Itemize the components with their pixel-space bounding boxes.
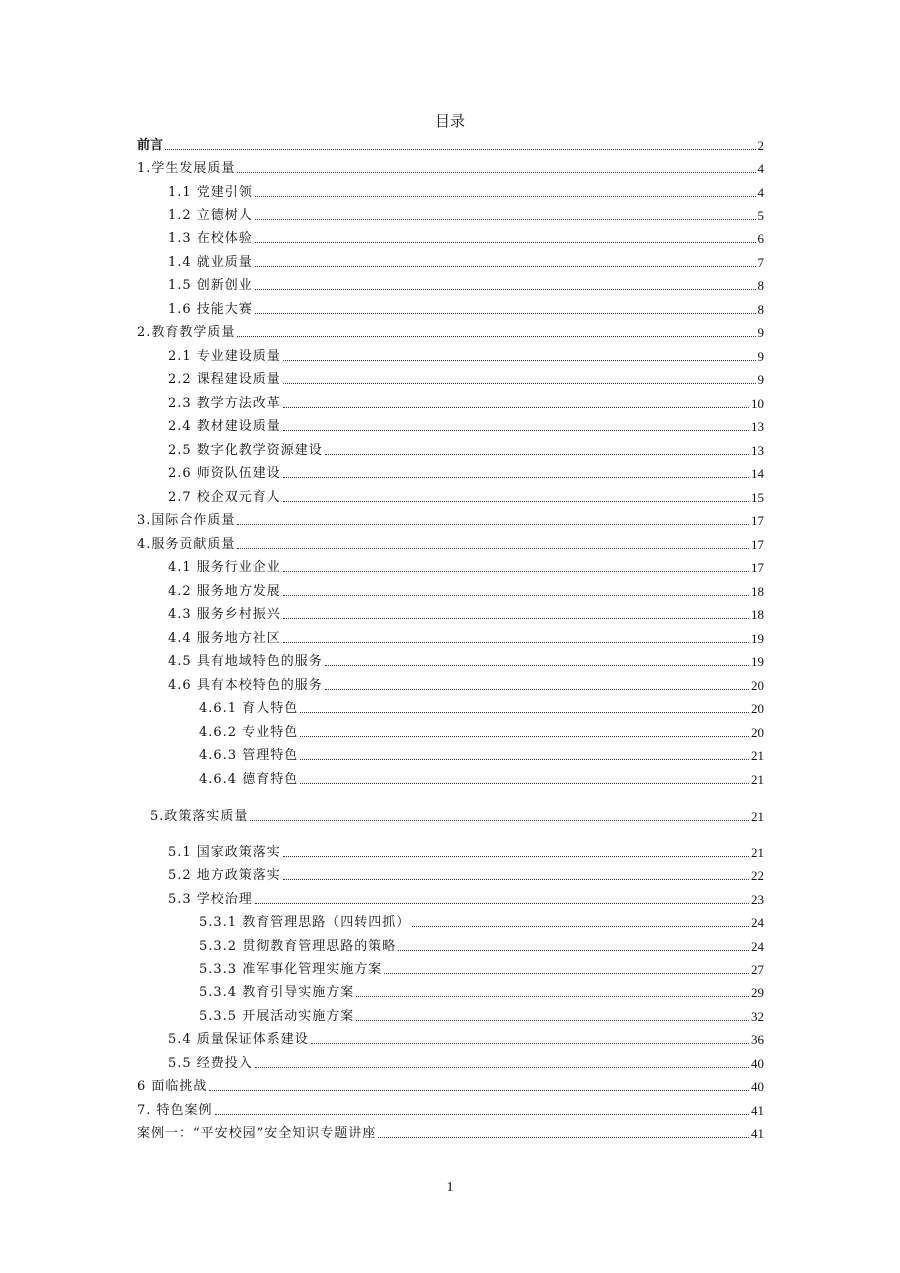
toc-entry-label: 4.6.3 管理特色 <box>199 748 299 763</box>
toc-entry-label: 4.4 服务地方社区 <box>168 631 281 646</box>
toc-title: 目录 <box>434 112 465 130</box>
toc-entry-label: 5.2 地方政策落实 <box>168 868 281 883</box>
toc-entry[interactable] <box>137 1122 764 1142</box>
toc-dot-leader <box>283 617 749 619</box>
toc-dot-leader <box>250 819 749 821</box>
toc-entry-page: 20 <box>751 678 764 693</box>
toc-entry-page: 15 <box>751 490 764 505</box>
toc-entry-page: 9 <box>757 372 764 387</box>
toc-entry[interactable] <box>137 509 764 529</box>
toc-entry-label: 7. 特色案例 <box>137 1103 213 1118</box>
toc-entry-label: 4.6.2 专业特色 <box>199 725 299 740</box>
toc-entry-label: 4.1 服务行业企业 <box>168 560 281 575</box>
toc-entry-page: 24 <box>751 915 764 930</box>
toc-entry-label: 5.3 学校治理 <box>168 892 253 907</box>
toc-entry[interactable] <box>137 533 764 553</box>
toc-dot-leader <box>283 594 749 596</box>
toc-entry-label: 2.6 师资队伍建设 <box>168 466 281 481</box>
toc-entry-page: 41 <box>751 1126 764 1141</box>
toc-entry-page: 17 <box>751 513 764 528</box>
toc-entry[interactable] <box>168 864 764 884</box>
toc-entry-page: 17 <box>751 560 764 575</box>
toc-dot-leader <box>255 288 756 290</box>
toc-entry[interactable] <box>168 580 764 600</box>
toc-entry-page: 40 <box>751 1056 764 1071</box>
toc-entry-page: 27 <box>751 962 764 977</box>
toc-dot-leader <box>325 688 749 690</box>
toc-dot-leader <box>255 902 749 904</box>
toc-entry-label: 4.6.4 德育特色 <box>199 772 299 787</box>
toc-entry[interactable] <box>137 1099 764 1119</box>
toc-dot-leader <box>378 1136 749 1138</box>
toc-entry[interactable] <box>199 1005 764 1025</box>
toc-entry[interactable] <box>168 204 764 224</box>
toc-dot-leader <box>237 171 755 173</box>
toc-entry-page: 18 <box>751 584 764 599</box>
toc-entry[interactable] <box>137 1075 764 1095</box>
toc-entry[interactable] <box>168 1028 764 1048</box>
toc-entry-label: 1.5 创新创业 <box>168 278 253 293</box>
toc-entry-label: 前言 <box>137 138 164 153</box>
toc-entry[interactable] <box>168 181 764 201</box>
toc-entry-label: 4.5 具有地域特色的服务 <box>168 654 323 669</box>
toc-entry-label: 4.6 具有本校特色的服务 <box>168 678 323 693</box>
toc-entry[interactable] <box>150 805 764 825</box>
toc-dot-leader <box>255 1066 749 1068</box>
toc-entry-page: 21 <box>751 845 764 860</box>
toc-entry[interactable] <box>168 627 764 647</box>
toc-dot-leader <box>165 148 755 150</box>
toc-entry[interactable] <box>168 368 764 388</box>
toc-entry-label: 1.3 在校体验 <box>168 231 253 246</box>
toc-entry[interactable] <box>199 744 764 764</box>
toc-entry[interactable] <box>168 345 764 365</box>
toc-dot-leader <box>255 312 756 314</box>
toc-entry-page: 41 <box>751 1103 764 1118</box>
toc-dot-leader <box>255 195 756 197</box>
toc-entry-label: 5.5 经费投入 <box>168 1056 253 1071</box>
toc-entry-page: 24 <box>751 939 764 954</box>
toc-entry-page: 17 <box>751 537 764 552</box>
toc-entry-page: 32 <box>751 1009 764 1024</box>
toc-entry-label: 1.学生发展质量 <box>137 161 236 176</box>
toc-entry[interactable] <box>168 888 764 908</box>
toc-entry-label: 2.3 教学方法改革 <box>168 396 281 411</box>
toc-entry-page: 10 <box>751 396 764 411</box>
toc-entry-label: 6 面临挑战 <box>137 1079 208 1094</box>
toc-dot-leader <box>283 406 749 408</box>
toc-dot-leader <box>283 382 756 384</box>
toc-entry[interactable] <box>199 935 764 955</box>
toc-dot-leader <box>283 641 749 643</box>
toc-entry-page: 19 <box>751 631 764 646</box>
toc-entry-label: 1.4 就业质量 <box>168 255 253 270</box>
toc-entry[interactable] <box>199 981 764 1001</box>
toc-entry-label: 2.1 专业建设质量 <box>168 349 281 364</box>
toc-entry[interactable] <box>168 392 764 412</box>
toc-entry-page: 2 <box>757 138 764 153</box>
toc-entry[interactable] <box>168 486 764 506</box>
toc-entry-page: 21 <box>751 809 764 824</box>
toc-dot-leader <box>237 335 755 337</box>
toc-dot-leader <box>237 523 749 525</box>
toc-entry-label: 5.3.5 开展活动实施方案 <box>199 1009 355 1024</box>
toc-entry-label: 5.政策落实质量 <box>150 809 249 824</box>
toc-entry-page: 13 <box>751 443 764 458</box>
toc-dot-leader <box>255 265 756 267</box>
toc-entry-page: 18 <box>751 607 764 622</box>
toc-entry[interactable] <box>168 650 764 670</box>
toc-entry-label: 案例一：“平安校园”安全知识专题讲座 <box>137 1126 377 1141</box>
toc-entry-page: 8 <box>757 302 764 317</box>
toc-entry[interactable] <box>168 556 764 576</box>
toc-entry-page: 6 <box>757 231 764 246</box>
toc-entry-label: 1.1 党建引领 <box>168 185 253 200</box>
toc-entry[interactable] <box>199 721 764 741</box>
toc-entry-label: 2.7 校企双元育人 <box>168 490 281 505</box>
toc-dot-leader <box>283 476 749 478</box>
toc-entry-label: 5.3.3 准军事化管理实施方案 <box>199 962 383 977</box>
toc-entry-page: 7 <box>757 255 764 270</box>
toc-entry-label: 4.2 服务地方发展 <box>168 584 281 599</box>
toc-entry[interactable] <box>168 439 764 459</box>
toc-entry[interactable] <box>168 462 764 482</box>
toc-dot-leader <box>311 1042 749 1044</box>
toc-entry-page: 36 <box>751 1032 764 1047</box>
toc-dot-leader <box>283 359 756 361</box>
toc-entry[interactable] <box>168 227 764 247</box>
toc-dot-leader <box>325 453 749 455</box>
toc-dot-leader <box>398 949 749 951</box>
toc-entry-label: 5.4 质量保证体系建设 <box>168 1032 309 1047</box>
toc-entry-page: 14 <box>751 466 764 481</box>
toc-entry-label: 5.3.4 教育引导实施方案 <box>199 985 355 1000</box>
toc-entry-label: 1.2 立德树人 <box>168 208 253 223</box>
toc-entry-label: 1.6 技能大赛 <box>168 302 253 317</box>
toc-dot-leader <box>283 429 749 431</box>
toc-entry[interactable] <box>199 911 764 931</box>
toc-dot-leader <box>283 500 749 502</box>
toc-dot-leader <box>300 782 749 784</box>
toc-entry-label: 5.3.2 贯彻教育管理思路的策略 <box>199 939 397 954</box>
toc-entry[interactable] <box>168 415 764 435</box>
toc-dot-leader <box>237 547 749 549</box>
toc-entry[interactable] <box>137 157 764 177</box>
page-number: 1 <box>446 1180 454 1195</box>
toc-entry-label: 5.1 国家政策落实 <box>168 845 281 860</box>
toc-entry-label: 4.6.1 育人特色 <box>199 701 299 716</box>
toc-entry-label: 4.服务贡献质量 <box>137 537 236 552</box>
toc-entry-page: 29 <box>751 985 764 1000</box>
toc-entry[interactable] <box>168 298 764 318</box>
toc-entry-label: 3.国际合作质量 <box>137 513 236 528</box>
toc-entry-page: 13 <box>751 419 764 434</box>
toc-dot-leader <box>325 664 749 666</box>
toc-entry-page: 5 <box>757 208 764 223</box>
toc-entry-page: 9 <box>757 349 764 364</box>
toc-entry-page: 9 <box>757 325 764 340</box>
toc-entry-page: 20 <box>751 701 764 716</box>
toc-entry-page: 19 <box>751 654 764 669</box>
toc-entry-page: 22 <box>751 868 764 883</box>
toc-entry[interactable] <box>168 841 764 861</box>
toc-entry-page: 23 <box>751 892 764 907</box>
toc-dot-leader <box>209 1089 749 1091</box>
toc-entry-page: 21 <box>751 772 764 787</box>
toc-dot-leader <box>300 758 749 760</box>
toc-entry-page: 4 <box>757 161 764 176</box>
toc-dot-leader <box>255 241 756 243</box>
toc-entry-page: 40 <box>751 1079 764 1094</box>
toc-dot-leader <box>255 218 756 220</box>
toc-dot-leader <box>356 1019 749 1021</box>
toc-entry[interactable] <box>137 321 764 341</box>
toc-dot-leader <box>384 972 749 974</box>
toc-dot-leader <box>300 711 749 713</box>
toc-entry[interactable] <box>168 674 764 694</box>
toc-entry-label: 2.5 数字化教学资源建设 <box>168 443 323 458</box>
toc-entry-page: 8 <box>757 278 764 293</box>
toc-entry[interactable] <box>137 134 764 154</box>
toc-entry-page: 4 <box>757 185 764 200</box>
toc-entry[interactable] <box>199 768 764 788</box>
toc-dot-leader <box>283 570 749 572</box>
toc-entry[interactable] <box>199 958 764 978</box>
toc-entry-page: 20 <box>751 725 764 740</box>
toc-dot-leader <box>412 925 749 927</box>
toc-dot-leader <box>356 995 749 997</box>
toc-entry-label: 2.4 教材建设质量 <box>168 419 281 434</box>
toc-dot-leader <box>283 855 749 857</box>
toc-entry[interactable] <box>168 1052 764 1072</box>
toc-entry-label: 5.3.1 教育管理思路（四转四抓） <box>199 915 411 930</box>
toc-entry[interactable] <box>168 251 764 271</box>
toc-entry-label: 2.教育教学质量 <box>137 325 236 340</box>
toc-entry-label: 2.2 课程建设质量 <box>168 372 281 387</box>
toc-entry[interactable] <box>199 697 764 717</box>
toc-entry[interactable] <box>168 274 764 294</box>
toc-dot-leader <box>283 878 749 880</box>
toc-dot-leader <box>215 1113 749 1115</box>
toc-entry-label: 4.3 服务乡村振兴 <box>168 607 281 622</box>
toc-dot-leader <box>300 735 749 737</box>
toc-entry-page: 21 <box>751 748 764 763</box>
toc-entry[interactable] <box>168 603 764 623</box>
